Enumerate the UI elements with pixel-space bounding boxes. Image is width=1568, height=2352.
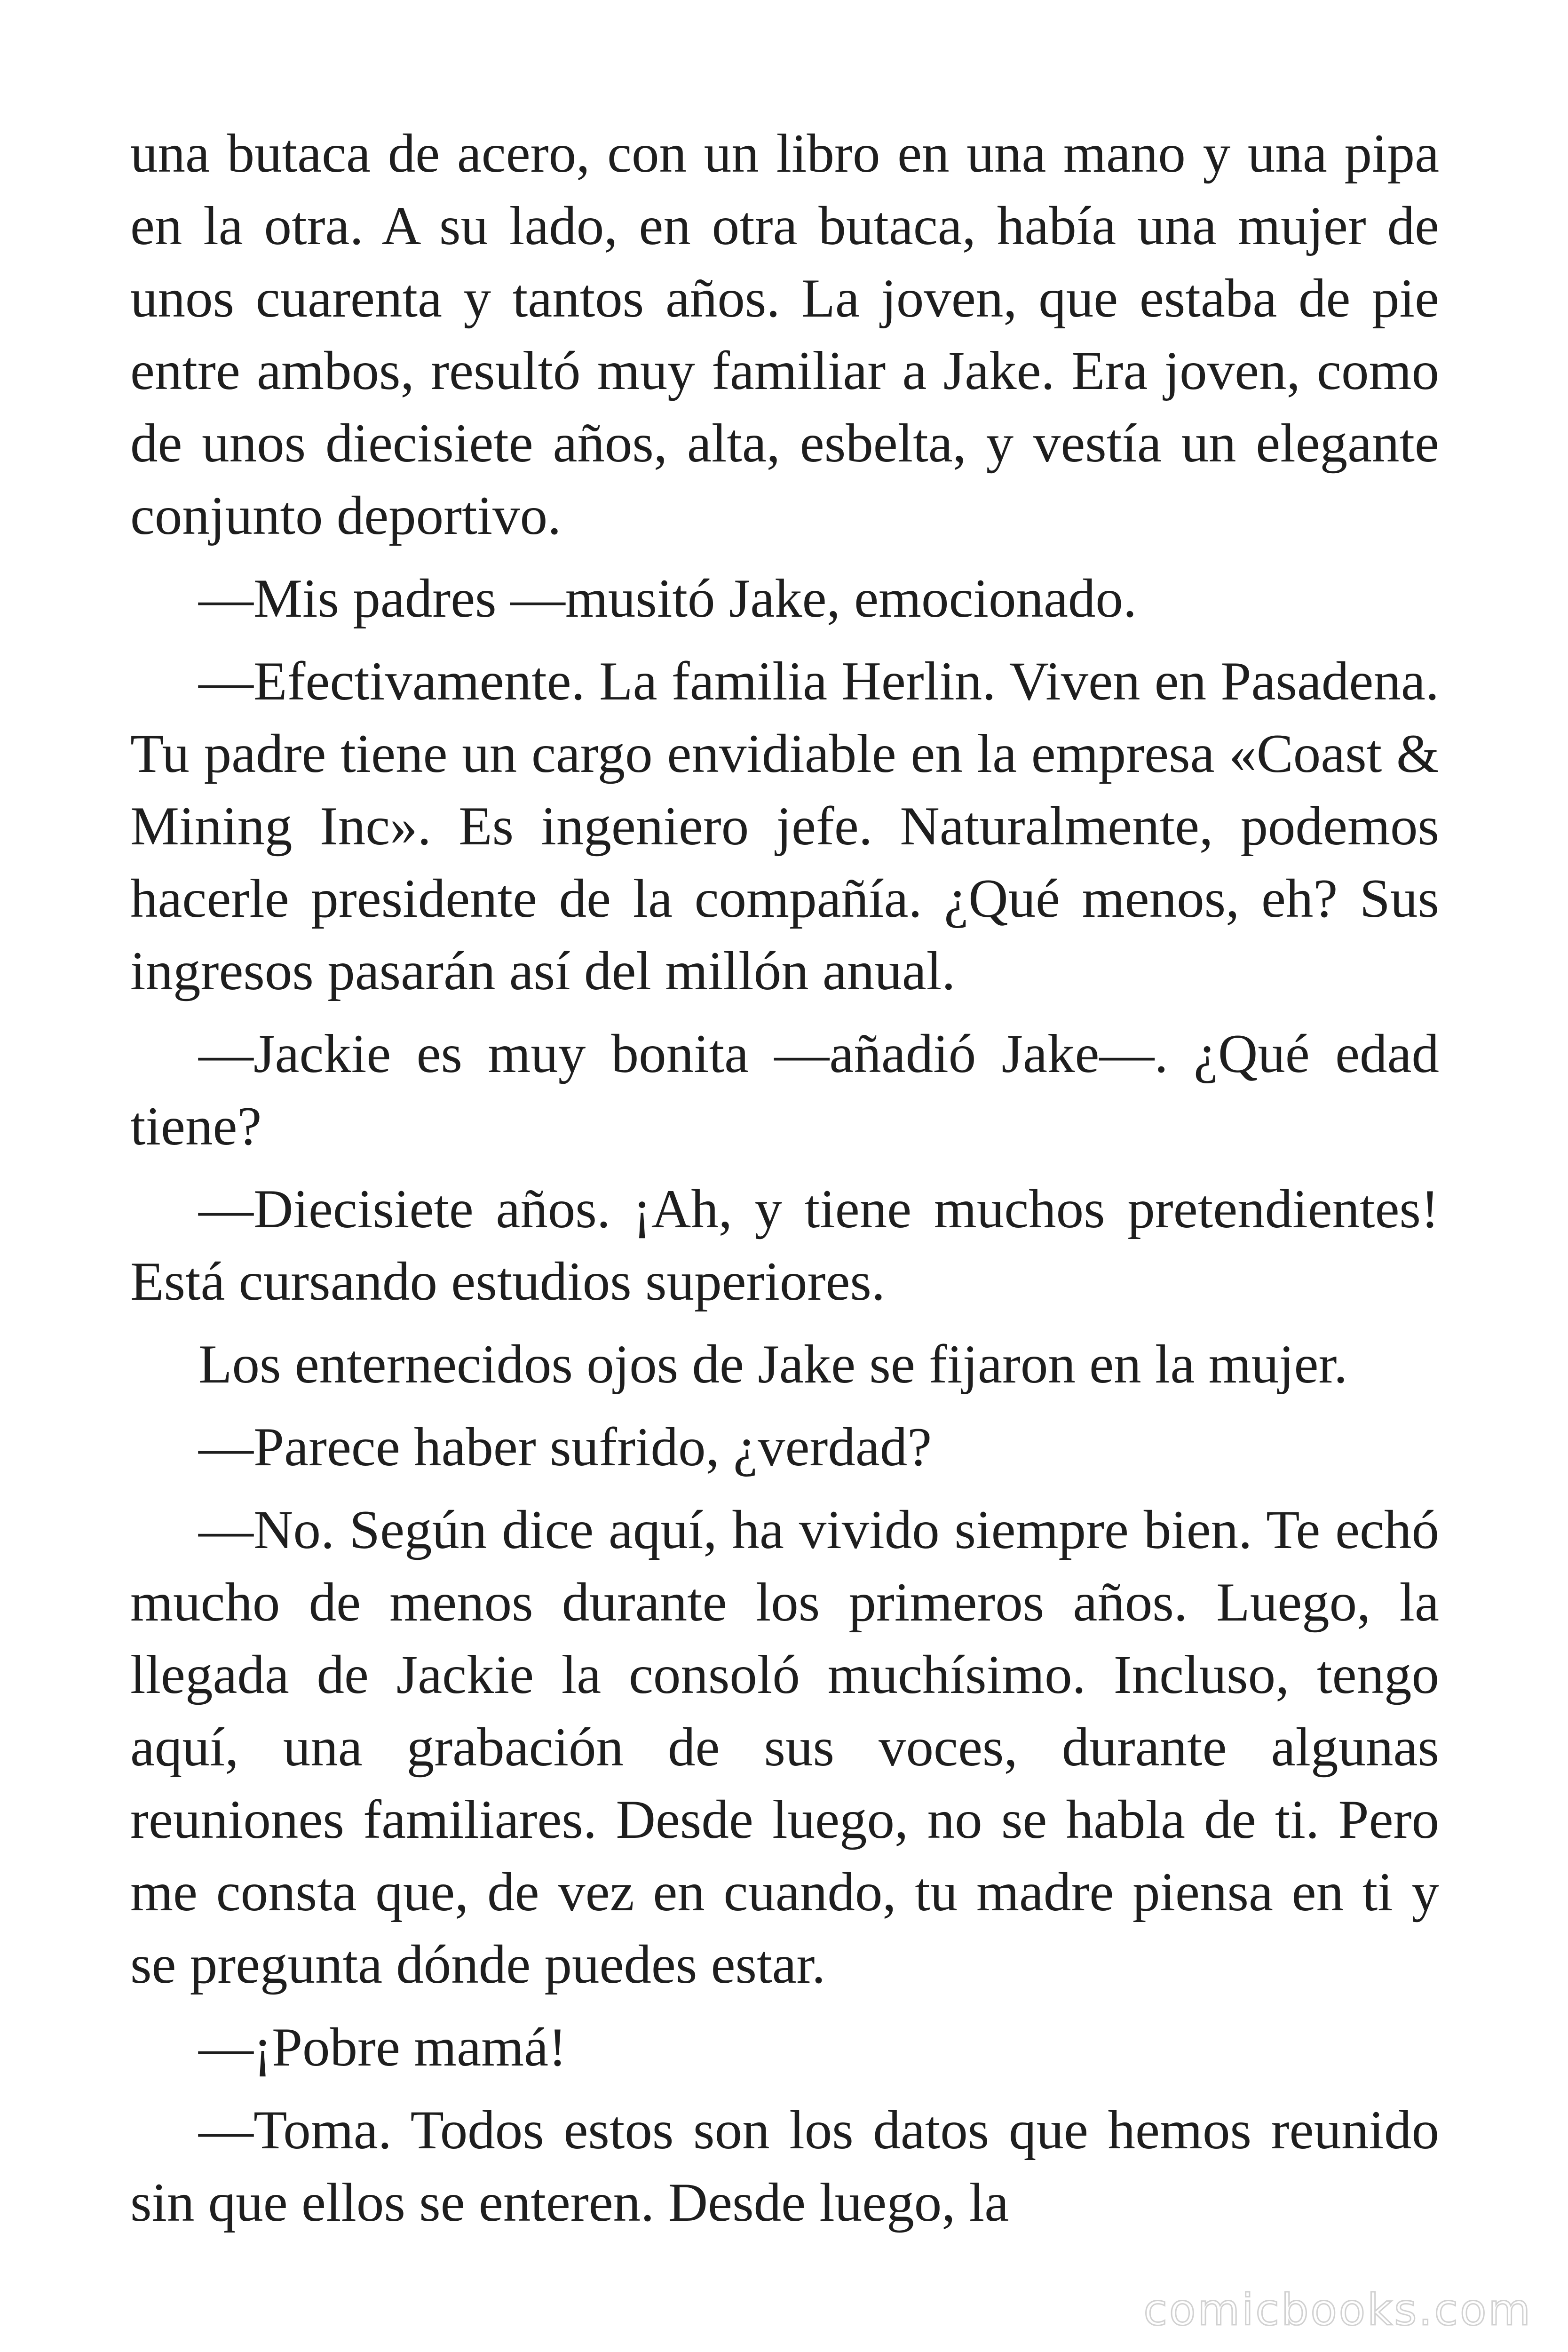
- paragraph-4: —Jackie es muy bonita —añadió Jake—. ¿Qué edad tiene?: [130, 1024, 1439, 1157]
- paragraph-10: —Toma. Todos estos son los datos que hemos reunido sin que ellos se enteren. Desde luego, la: [130, 2100, 1439, 2233]
- paragraph-2: —Mis padres —musitó Jake, emocionado.: [198, 568, 1137, 629]
- site-watermark: comicbooks.com: [1143, 2285, 1532, 2335]
- paragraph-3: —Efectivamente. La familia Herlin. Viven en Pasadena. Tu padre tiene un cargo envidiable en la empresa «Coast & Mining Inc». Es ingeniero jefe. Naturalmente, podemos hacerle presidente de la compañía. ¿Qué menos, eh? Sus ingresos pasarán así del millón anual.: [130, 651, 1439, 1001]
- paragraph-6: Los enternecidos ojos de Jake se fijaron en la mujer.: [198, 1334, 1348, 1395]
- paragraph-7: —Parece haber sufrido, ¿verdad?: [198, 1417, 932, 1478]
- paragraph-5: —Diecisiete años. ¡Ah, y tiene muchos pretendientes! Está cursando estudios superiores.: [130, 1179, 1439, 1312]
- paragraph-1: una butaca de acero, con un libro en una mano y una pipa en la otra. A su lado, en otra butaca, había una mujer de unos cuarenta y tantos años. La joven, que estaba de pie entre ambos, resultó muy familiar a Jake. Era joven, como de unos diecisiete años, alta, esbelta, y vestía un elegante conjunto deportivo.: [130, 123, 1439, 546]
- paragraph-9: —¡Pobre mamá!: [198, 2017, 567, 2078]
- book-page: [130, 118, 1439, 2233]
- paragraph-8: —No. Según dice aquí, ha vivido siempre bien. Te echó mucho de menos durante los primeros años. Luego, la llegada de Jackie la consoló muchísimo. Incluso, tengo aquí, una grabación de sus voces, durante algunas reuniones familiares. Desde luego, no se habla de ti. Pero me consta que, de vez en cuando, tu madre piensa en ti y se pregunta dónde puedes estar.: [130, 1500, 1439, 1995]
